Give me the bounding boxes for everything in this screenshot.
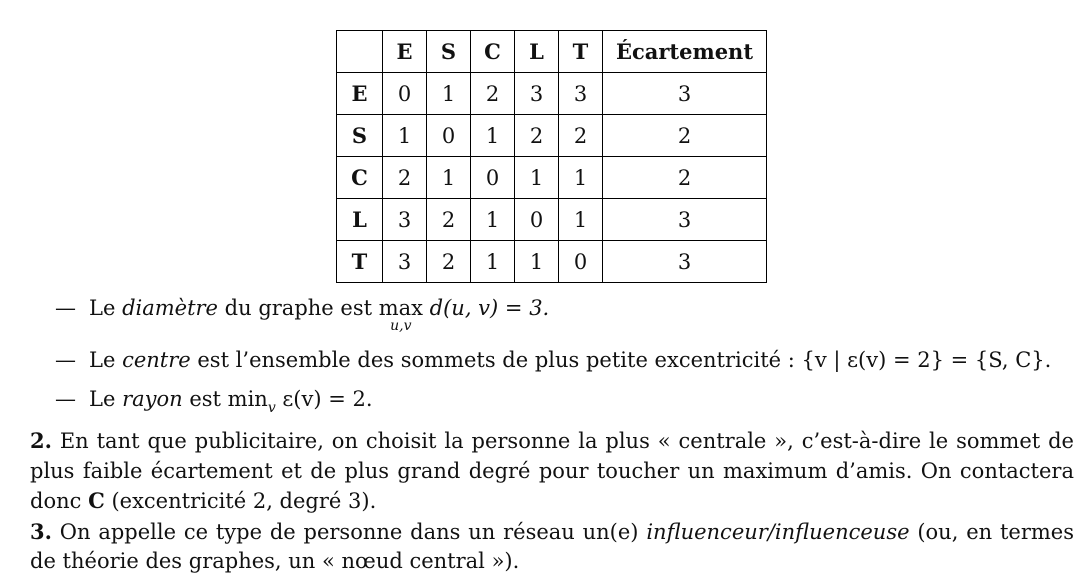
table-cell: 1	[515, 157, 559, 199]
table-cell: 0	[383, 73, 427, 115]
bullet-rayon	[55, 387, 373, 416]
table-cell: 2	[427, 241, 471, 283]
table-header-cell: C	[471, 31, 515, 73]
bullet-text: du graphe est	[218, 296, 379, 320]
row-label: T	[337, 241, 383, 283]
table-cell: 1	[383, 115, 427, 157]
eccentricity-table	[336, 30, 767, 283]
table-cell: 2	[471, 73, 515, 115]
max-subscript: u,v	[390, 318, 412, 334]
row-label: C	[337, 157, 383, 199]
table-header-cell: T	[559, 31, 603, 73]
table-cell: 1	[471, 241, 515, 283]
bullet-centre	[55, 348, 1051, 372]
table-header-cell: Écartement	[603, 31, 767, 73]
bullet-diameter	[55, 296, 550, 334]
bullet-text: est min	[182, 387, 268, 411]
table-cell: 1	[471, 199, 515, 241]
table-cell: 1	[471, 115, 515, 157]
answer-paragraphs	[30, 426, 1074, 577]
table-cell: 1	[427, 73, 471, 115]
table-cell: 2	[427, 199, 471, 241]
table-cell: 1	[427, 157, 471, 199]
term-diametre: diamètre	[122, 296, 218, 320]
bullet-text: est l’ensemble des sommets de plus petite excentricité : {v | ε(v) = 2} = {S, C}.	[190, 348, 1052, 372]
table-header-cell: E	[383, 31, 427, 73]
table-cell: 2	[515, 115, 559, 157]
table-cell: 1	[559, 199, 603, 241]
table-cell: 0	[515, 199, 559, 241]
term-centre: centre	[122, 348, 191, 372]
table-cell: 3	[515, 73, 559, 115]
table-row	[337, 157, 767, 199]
eccentricity-cell: 2	[603, 157, 767, 199]
eccentricity-cell: 3	[603, 73, 767, 115]
paragraph-2	[30, 426, 1074, 517]
paragraph-text: (ou, en termes de théorie des graphes, un « nœud central »).	[30, 519, 1075, 573]
paragraph-text: (excentricité 2, degré 3).	[104, 489, 377, 513]
bullet-dash: —	[55, 348, 76, 372]
eccentricity-cell: 3	[603, 241, 767, 283]
paragraph-3	[30, 517, 1074, 577]
bullet-formula: d(u, v) = 3.	[423, 296, 550, 320]
table-row	[337, 73, 767, 115]
bullet-text: Le	[89, 296, 123, 320]
bullet-text: Le	[89, 348, 123, 372]
table-header-cell	[337, 31, 383, 73]
table-cell: 3	[559, 73, 603, 115]
max-label: max	[378, 296, 423, 320]
table-cell: 2	[383, 157, 427, 199]
eccentricity-cell: 2	[603, 115, 767, 157]
table-cell: 0	[427, 115, 471, 157]
table-row	[337, 115, 767, 157]
bullet-dash: —	[55, 387, 76, 411]
max-operator	[378, 296, 423, 334]
table-cell: 0	[559, 241, 603, 283]
table-cell: 0	[471, 157, 515, 199]
table-cell: 1	[515, 241, 559, 283]
eccentricity-table-container	[336, 30, 767, 283]
paragraph-text: En tant que publicitaire, on choisit la personne la plus « centrale », c’est-à-dire le sommet de plus faible écartement et de plus grand degré pour toucher un maximum d’amis. On contactera donc	[30, 429, 1074, 513]
table-cell: 1	[559, 157, 603, 199]
table-row	[337, 241, 767, 283]
row-label: S	[337, 115, 383, 157]
paragraph-text: On appelle ce type de personne dans un réseau un(e)	[51, 519, 647, 544]
paragraph-number: 3.	[30, 518, 52, 544]
table-header-cell: S	[427, 31, 471, 73]
row-label: E	[337, 73, 383, 115]
bullet-text: Le	[89, 387, 123, 411]
min-subscript: v	[267, 400, 276, 416]
bullet-formula: ε(v) = 2.	[275, 387, 373, 411]
paragraph-bold: C	[88, 488, 105, 513]
paragraph-number: 2.	[30, 428, 52, 453]
table-row	[337, 199, 767, 241]
table-header-row	[337, 31, 767, 73]
table-cell: 2	[559, 115, 603, 157]
table-cell: 3	[383, 241, 427, 283]
paragraph-term: influenceur/influenceuse	[646, 519, 910, 544]
row-label: L	[337, 199, 383, 241]
table-header-cell: L	[515, 31, 559, 73]
term-rayon: rayon	[122, 387, 183, 411]
table-cell: 3	[383, 199, 427, 241]
bullet-dash: —	[55, 296, 76, 320]
eccentricity-cell: 3	[603, 199, 767, 241]
